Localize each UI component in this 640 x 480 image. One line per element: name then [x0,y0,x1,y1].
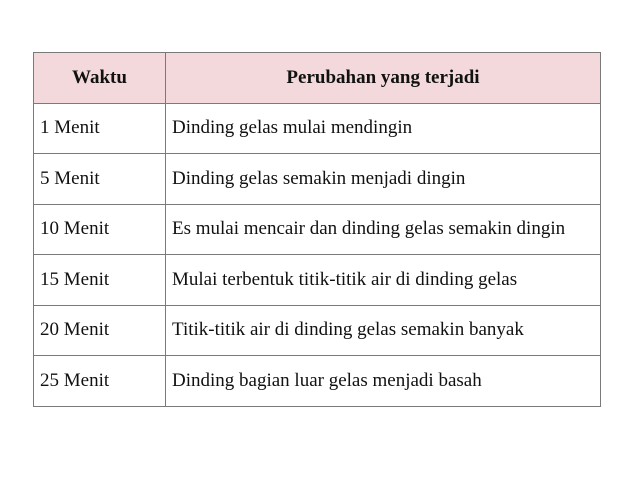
observation-table [33,52,601,407]
cell-time: 25 Menit [34,356,166,407]
cell-change: Titik-titik air di dinding gelas semakin banyak [166,305,601,356]
cell-change: Mulai terbentuk titik-titik air di dinding gelas [166,255,601,306]
header-row [34,53,601,104]
table-row [34,204,601,255]
table-row [34,255,601,306]
table-row [34,356,601,407]
cell-time: 10 Menit [34,204,166,255]
table-row [34,154,601,205]
table-body [34,103,601,406]
cell-time: 20 Menit [34,305,166,356]
table-row [34,103,601,154]
cell-time: 1 Menit [34,103,166,154]
cell-time: 5 Menit [34,154,166,205]
table-header [34,53,601,104]
header-change: Perubahan yang terjadi [166,53,601,104]
cell-time: 15 Menit [34,255,166,306]
table-row [34,305,601,356]
header-time: Waktu [34,53,166,104]
cell-change: Dinding bagian luar gelas menjadi basah [166,356,601,407]
cell-change: Dinding gelas mulai mendingin [166,103,601,154]
cell-change: Dinding gelas semakin menjadi dingin [166,154,601,205]
cell-change: Es mulai mencair dan dinding gelas semakin dingin [166,204,601,255]
